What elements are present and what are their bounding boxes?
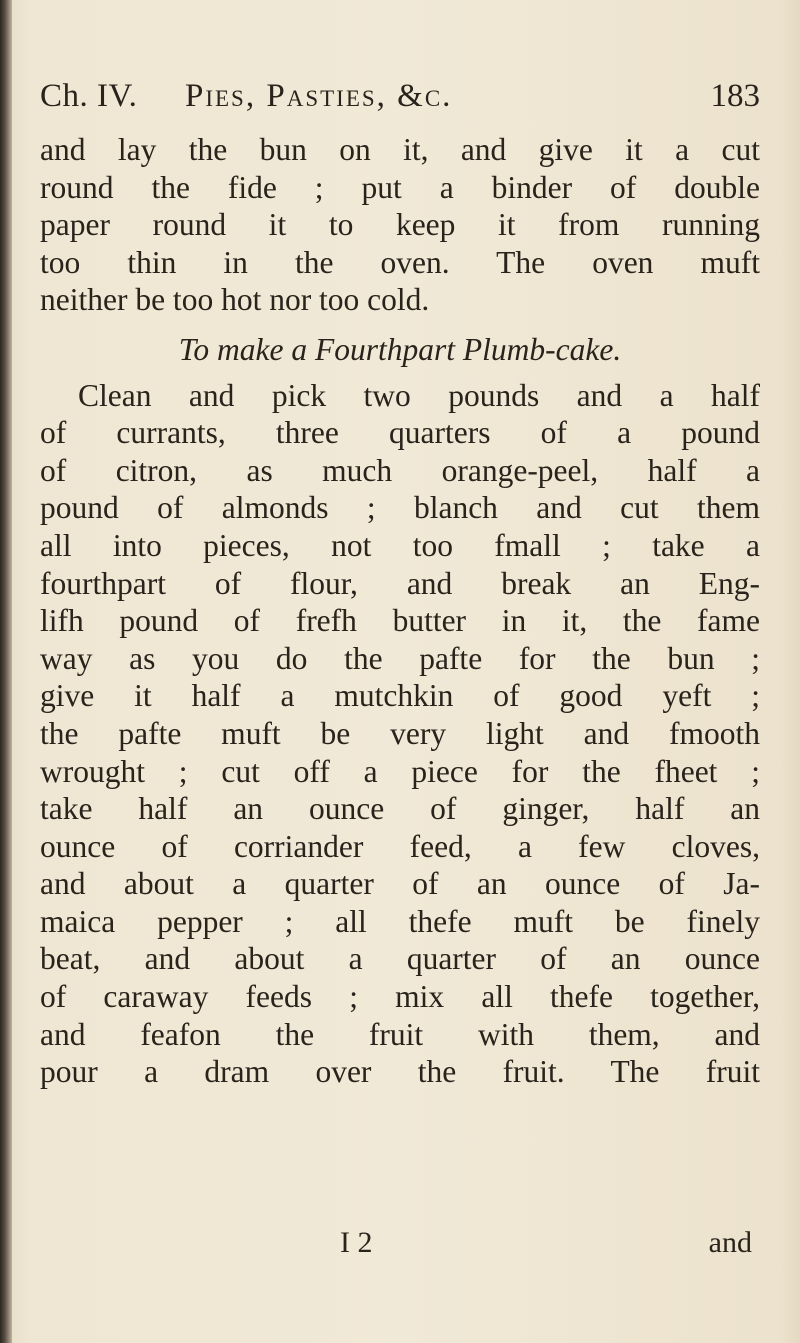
text-line: take half an ounce of ginger, half an — [40, 791, 760, 827]
catchword: and — [708, 1226, 752, 1259]
text-line: of currants, three quarters of a pound — [40, 415, 760, 451]
text-line: pound of almonds ; blanch and cut them — [40, 490, 760, 526]
text-line: ounce of corriander feed, a few cloves, — [40, 828, 760, 864]
running-header — [40, 78, 760, 128]
page-footer — [40, 1226, 760, 1266]
text-line: Clean and pick two pounds and a half — [78, 377, 760, 413]
text-line: and feafon the fruit with them, and — [40, 1016, 760, 1052]
recipe-title: To make a Fourthpart Plumb-cake. — [178, 331, 622, 367]
text-line: way as you do the pafte for the bun ; — [40, 640, 760, 676]
signature-mark: I 2 — [340, 1226, 373, 1259]
text-line: of citron, as much orange-peel, half a — [40, 452, 760, 488]
text-line: pour a dram over the fruit. The fruit — [40, 1054, 760, 1090]
text-line: and lay the bun on it, and give it a cut — [40, 132, 760, 167]
text-line: too thin in the oven. The oven muft — [40, 244, 760, 280]
text-line: fourthpart of flour, and break an Eng- — [40, 565, 760, 601]
text-line: give it half a mutchkin of good yeft ; — [40, 678, 760, 714]
recipe-paragraph — [40, 377, 760, 1091]
text-line: lifh pound of frefh butter in it, the fame — [40, 603, 760, 639]
text-line: of caraway feeds ; mix all thefe together, — [40, 979, 760, 1015]
text-line: maica pepper ; all thefe muft be finely — [40, 903, 760, 939]
paragraph-continued — [40, 131, 760, 319]
text-line: round the fide ; put a binder of double — [40, 169, 760, 205]
running-title: Pies, Pasties, &c. — [185, 78, 453, 114]
text-line: paper round it to keep it from running — [40, 207, 760, 243]
text-line: neither be too hot nor too cold. — [40, 282, 430, 318]
page-body — [40, 131, 760, 1091]
text-line: all into pieces, not too fmall ; take a — [40, 527, 760, 563]
page-number: 183 — [710, 78, 760, 114]
text-line: wrought ; cut off a piece for the fheet ; — [40, 753, 760, 789]
chapter-label: Ch. IV. — [40, 78, 138, 114]
text-line: the pafte muft be very light and fmooth — [40, 715, 760, 751]
text-line: and about a quarter of an ounce of Ja- — [40, 866, 760, 902]
page-gutter — [0, 0, 12, 1343]
text-line: beat, and about a quarter of an ounce — [40, 941, 760, 977]
